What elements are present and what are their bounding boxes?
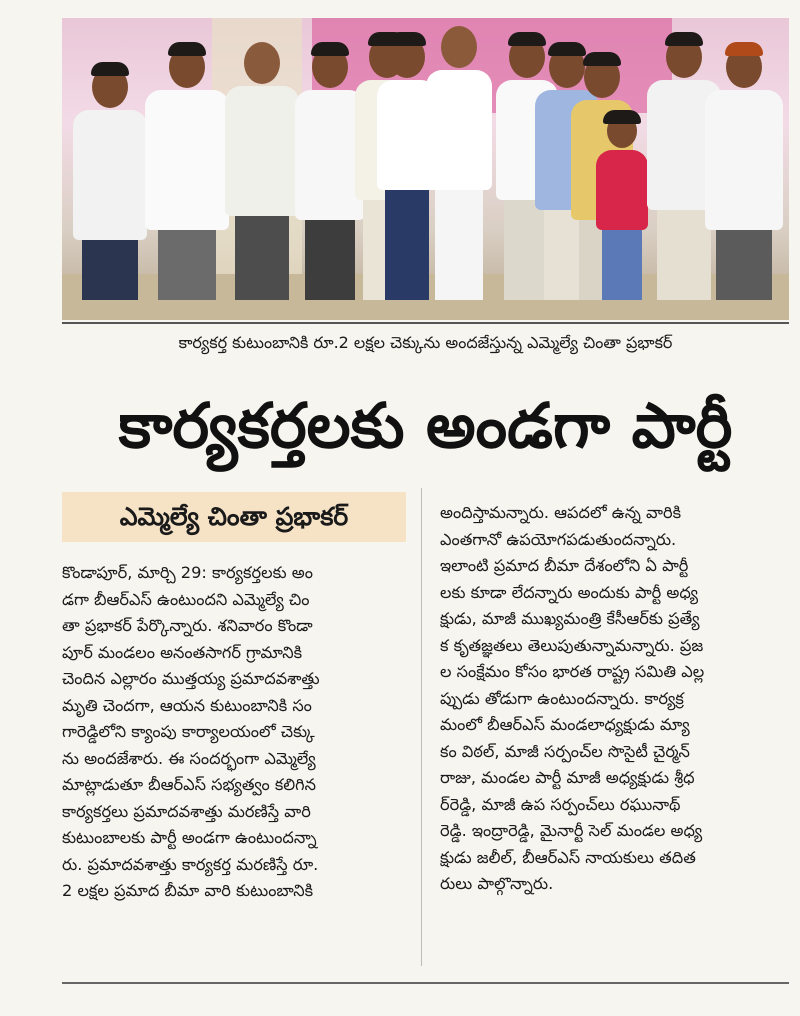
article-column-left xyxy=(62,560,412,905)
article-line: తా ప్రభాకర్ పేర్కొన్నారు. శనివారం కొండా xyxy=(62,616,313,635)
article-line: కుటుంబాలకు పార్టీ అండగా ఉంటుందన్నా xyxy=(62,828,317,847)
article-line: లకు కూడా లేదన్నారు అందుకు పార్టీ అధ్య xyxy=(440,582,699,602)
person xyxy=(142,42,232,300)
article-line: కం విఠల్, మాజీ సర్పంచ్‌ల సొసైటీ చైర్మన్ xyxy=(440,741,690,761)
article-line: ను అందజేశారు. ఈ సందర్భంగా ఎమ్మెల్యే xyxy=(62,748,316,768)
article-line: గారెడ్డిలోని క్యాంపు కార్యాలయంలో చెక్కు xyxy=(62,722,315,741)
person xyxy=(222,42,302,300)
article-line: రెడ్డి. ఇంద్రారెడ్డి, మైనార్టీ సెల్ మండల అధ్య xyxy=(440,821,703,840)
article-line: ల సంక్షేమం కోసం భారత రాష్ట్ర సమితి ఎల్ల xyxy=(440,662,705,681)
child xyxy=(592,110,652,300)
column-divider xyxy=(421,488,422,966)
article-line: ఎంతగానో ఉపయోగపడుతుందన్నారు. xyxy=(440,529,677,549)
headline: కార్యకర్తలకు అండగా పార్టీ xyxy=(118,389,733,462)
article-line: క కృతజ్ఞతలు తెలుపుతున్నామన్నారు. ప్రజ xyxy=(440,635,704,655)
article-line: ఇలాంటి ప్రమాద బీమా దేశంలోని ఏ పార్టీ xyxy=(440,556,689,575)
news-photo xyxy=(62,18,789,320)
article-line: క్షుడు, మాజీ ముఖ్యమంత్రి కేసీఆర్‌కు ప్రత్యే xyxy=(440,609,700,628)
article-line: ప్పుడు తోడుగా ఉంటుందన్నారు. కార్యక్ర xyxy=(440,688,684,708)
article-column-right xyxy=(440,500,790,898)
article-line: డగా బీఆర్ఎస్ ఉంటుందని ఎమ్మెల్యే చిం xyxy=(62,589,310,609)
bottom-rule xyxy=(62,982,789,984)
person xyxy=(424,26,494,300)
article-line: మృతి చెందగా, ఆయన కుటుంబానికి సం xyxy=(62,695,312,715)
article-line: కొండాపూర్, మార్చి 29: కార్యకర్తలకు అం xyxy=(62,563,313,582)
article-line: చెందిన ఎల్లారం ముత్తయ్య ప్రమాదవశాత్తు xyxy=(62,669,320,688)
byline: ఎమ్మెల్యే చింతా ప్రభాకర్ xyxy=(62,492,406,542)
article-line: పూర్ మండలం అనంతసాగర్ గ్రామానికి xyxy=(62,642,303,662)
article-line: రు. ప్రమాదవశాత్తు కార్యకర్త మరణిస్తే రూ. xyxy=(62,854,319,874)
person xyxy=(70,62,150,300)
article-line: 2 లక్షల ప్రమాద బీమా వారి కుటుంబానికి xyxy=(62,881,314,900)
person xyxy=(702,42,786,300)
article-line: కార్యకర్తలు ప్రమాదవశాత్తు మరణిస్తే వారి xyxy=(62,801,311,821)
article-line: రాజు, మండల పార్టీ మాజీ అధ్యక్షుడు శ్రీధ xyxy=(440,768,695,787)
article-line: మంలో బీఆర్ఎస్ మండలాధ్యక్షుడు మ్యా xyxy=(440,715,690,734)
article-line: క్షుడు జలీల్, బీఆర్ఎస్ నాయకులు తదిత xyxy=(440,847,696,867)
article-line: అందిస్తామన్నారు. ఆపదలో ఉన్న వారికి xyxy=(440,503,682,522)
article-line: ర్‌రెడ్డి, మాజీ ఉప సర్పంచ్‌లు రఘునాథ్ xyxy=(440,794,681,814)
article-line: రులు పాల్గొన్నారు. xyxy=(440,874,554,893)
photo-caption: కార్యకర్త కుటుంబానికి రూ.2 లక్షల చెక్కును అందజేస్తున్న ఎమ్మెల్యే చింతా ప్రభాకర్ xyxy=(62,322,789,362)
article-line: మాట్లాడుతూ బీఆర్ఎస్ సభ్యత్వం కలిగిన xyxy=(62,775,316,794)
